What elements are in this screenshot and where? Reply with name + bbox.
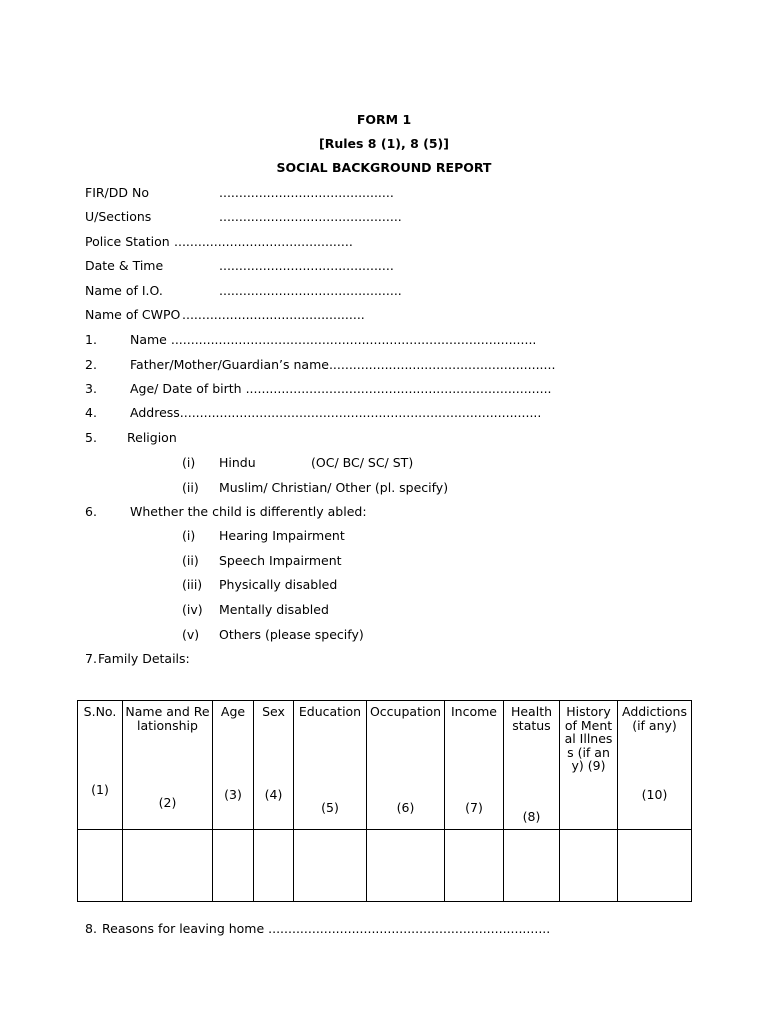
police-station-label: Police Station: [85, 234, 170, 249]
header-sex: [254, 701, 294, 830]
date-time-dots[interactable]: ............................................: [219, 258, 394, 273]
item-6-differently-abled: Whether the child is differently abled:: [130, 504, 367, 519]
religion-option-other[interactable]: Muslim/ Christian/ Other (pl. specify): [219, 480, 449, 495]
ability-mental[interactable]: Mentally disabled: [219, 602, 329, 617]
ability-roman-4: (iv): [182, 602, 203, 617]
religion-roman-2: (ii): [182, 480, 199, 495]
ability-hearing[interactable]: Hearing Impairment: [219, 528, 345, 543]
table-cell[interactable]: [618, 830, 692, 902]
item-7-family-details: Family Details:: [98, 651, 190, 666]
table-cell[interactable]: [504, 830, 560, 902]
header-number: (10): [641, 787, 668, 802]
ability-roman-2: (ii): [182, 553, 199, 568]
table-cell[interactable]: [123, 830, 213, 902]
ability-roman-3: (iii): [182, 577, 203, 592]
table-cell[interactable]: [560, 830, 618, 902]
header-health-status: [504, 701, 560, 830]
report-title: SOCIAL BACKGROUND REPORT: [276, 160, 492, 175]
item-1-number: 1.: [85, 332, 97, 347]
header-number: (4): [264, 787, 283, 802]
io-name-dots[interactable]: ..............................................: [219, 283, 402, 298]
item-2-number: 2.: [85, 357, 97, 372]
header-label: S.No.: [83, 704, 117, 719]
header-number: (7): [465, 800, 483, 815]
item-7-number: 7.: [85, 651, 97, 666]
form-rules: [Rules 8 (1), 8 (5)]: [319, 136, 449, 151]
ability-roman-1: (i): [182, 528, 196, 543]
header-mental-illness: [560, 701, 618, 830]
item-1-name[interactable]: Name ............................................................................................: [130, 332, 537, 347]
header-label: Name and Relationship: [125, 704, 210, 733]
religion-caste-options[interactable]: (OC/ BC/ SC/ ST): [311, 455, 414, 470]
header-label: Health status: [510, 704, 553, 733]
table-cell[interactable]: [254, 830, 294, 902]
header-income: [445, 701, 504, 830]
ability-roman-5: (v): [182, 627, 200, 642]
family-details-table: [77, 700, 692, 902]
religion-option-hindu[interactable]: Hindu: [219, 455, 256, 470]
item-8-reasons-leaving-home[interactable]: Reasons for leaving home .......................................................................: [102, 921, 551, 936]
header-label: Age: [220, 704, 246, 719]
header-occupation: [367, 701, 445, 830]
item-6-number: 6.: [85, 504, 97, 519]
item-5-number: 5.: [85, 430, 97, 445]
header-label: Sex: [262, 704, 285, 719]
police-station-dots[interactable]: .............................................: [174, 234, 353, 249]
fir-dots[interactable]: ............................................: [219, 185, 394, 200]
header-label: Education: [298, 704, 362, 719]
table-cell[interactable]: [294, 830, 367, 902]
table-cell[interactable]: [367, 830, 445, 902]
header-education: [294, 701, 367, 830]
header-label: Occupation: [369, 704, 442, 719]
cwpo-name-label: Name of CWPO: [85, 307, 181, 322]
item-2-guardian-name[interactable]: Father/Mother/Guardian’s name.........................................................: [130, 357, 556, 372]
item-8-number: 8.: [85, 921, 97, 936]
cwpo-name-dots[interactable]: ..............................................: [182, 307, 365, 322]
table-row: [78, 830, 692, 902]
item-5-religion: Religion: [127, 430, 177, 445]
header-number: (3): [224, 787, 242, 802]
header-label: Addictions (if any): [621, 704, 687, 733]
table-cell[interactable]: [445, 830, 504, 902]
header-name-relationship: [123, 701, 213, 830]
header-sno: [78, 701, 123, 830]
header-age: [213, 701, 254, 830]
io-name-label: Name of I.O.: [85, 283, 163, 298]
item-4-number: 4.: [85, 405, 97, 420]
header-number: (2): [158, 795, 177, 810]
usections-label: U/Sections: [85, 209, 152, 224]
form-title: FORM 1: [356, 112, 412, 127]
fir-label: FIR/DD No: [85, 185, 149, 200]
item-4-address[interactable]: Address...........................................................................................: [130, 405, 542, 420]
header-number: (1): [91, 782, 109, 797]
ability-physical[interactable]: Physically disabled: [219, 577, 338, 592]
header-number: (6): [396, 800, 415, 815]
item-3-age-dob[interactable]: Age/ Date of birth .............................................................................: [130, 381, 552, 396]
header-label: Income: [451, 704, 497, 719]
religion-roman-1: (i): [182, 455, 196, 470]
header-label: History of Mental Illness (if any) (9): [564, 704, 613, 773]
table-header-row: [78, 701, 692, 830]
date-time-label: Date & Time: [85, 258, 164, 273]
header-number: (8): [522, 809, 541, 824]
header-addictions: [618, 701, 692, 830]
usections-dots[interactable]: ..............................................: [219, 209, 402, 224]
table-cell[interactable]: [78, 830, 123, 902]
item-3-number: 3.: [85, 381, 97, 396]
ability-others[interactable]: Others (please specify): [219, 627, 364, 642]
table-cell[interactable]: [213, 830, 254, 902]
ability-speech[interactable]: Speech Impairment: [219, 553, 342, 568]
header-number: (5): [321, 800, 339, 815]
